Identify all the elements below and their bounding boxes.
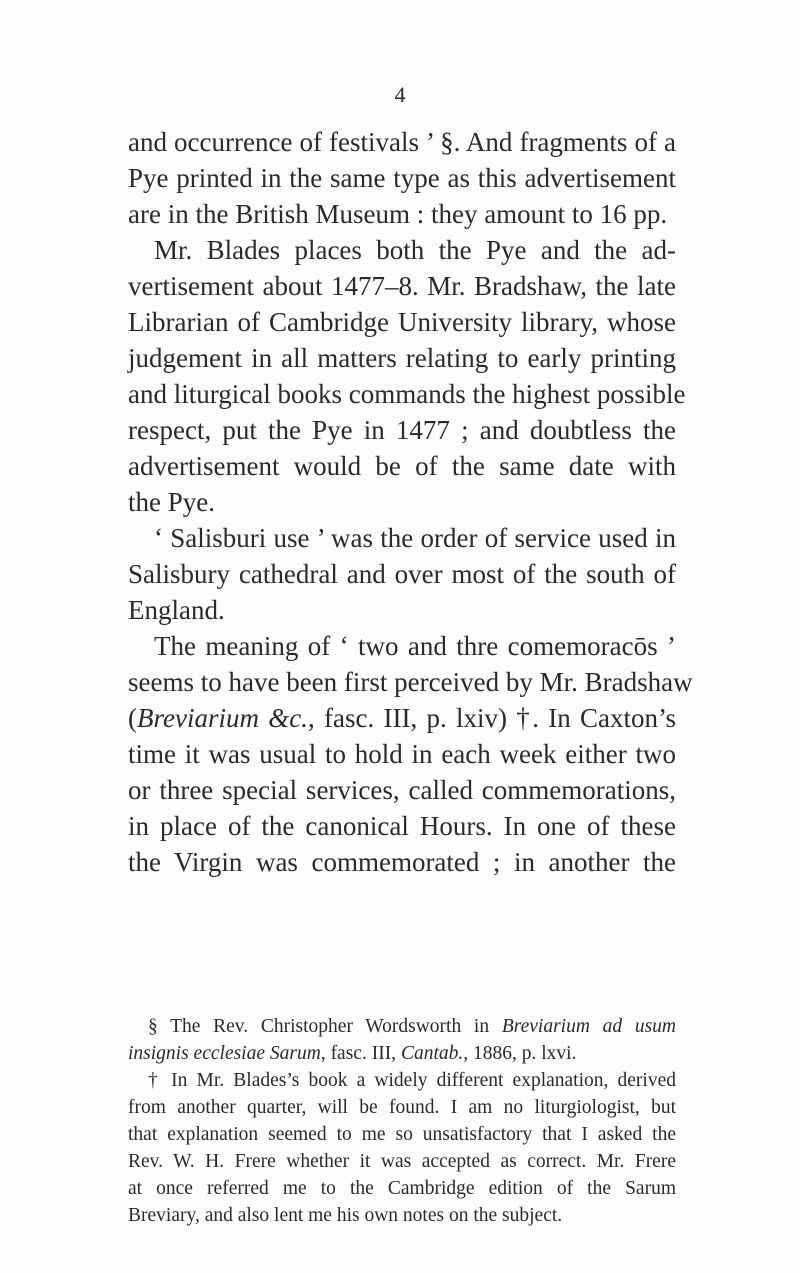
footnote-dagger-line: † In Mr. Blades’s book a widely different explanation, derived — [148, 1070, 676, 1091]
text-line: and liturgical books commands the highest possible — [128, 379, 686, 409]
footnote-dagger-line: Breviary, and also lent me his own notes on the subject. — [128, 1205, 563, 1226]
footnote-dagger-line: at once referred me to the Cambridge edition of the Sarum — [128, 1178, 676, 1199]
footnote-place: Cantab. — [400, 1043, 464, 1064]
breviarium-title: Breviarium — [137, 703, 259, 733]
paren-open: ( — [128, 703, 137, 733]
footnote-title: Breviarium ad usum — [501, 1016, 676, 1037]
footnote-title: insignis ecclesiae Sarum — [128, 1043, 321, 1064]
footnote-dagger-line: that explanation seemed to me so unsatisfactory that I asked the — [128, 1124, 676, 1145]
footnote-text: , 1886, p. lxvi. — [463, 1043, 577, 1064]
etc-abbrev: &c. — [268, 703, 308, 733]
text-line: seems to have been first perceived by Mr. Bradshaw — [128, 667, 693, 697]
text-line: and occurrence of festivals ’ §. And fragments of a — [128, 127, 676, 157]
text-line: judgement in all matters relating to early printing — [128, 343, 676, 373]
text-line: Librarian of Cambridge University library, whose — [128, 307, 676, 337]
text-line: The meaning of ‘ two and thre comemoracōs ’ — [154, 631, 676, 661]
footnote-section-line — [128, 1013, 676, 1040]
text-line: respect, put the Pye in 1477 ; and doubtless the — [128, 415, 676, 445]
text-line-breviarium — [128, 700, 676, 736]
text-line: England. — [128, 595, 225, 625]
footnote-text: § The Rev. Christopher Wordsworth in — [148, 1016, 502, 1037]
text-line: or three special services, called commemorations, — [128, 775, 676, 805]
space — [259, 703, 268, 733]
body-text — [128, 124, 693, 880]
text-line: are in the British Museum : they amount to 16 pp. — [128, 199, 668, 229]
text-line: the Virgin was commemorated ; in another the — [128, 847, 676, 877]
text-line: the Pye. — [128, 487, 215, 517]
text-line: vertisement about 1477–8. Mr. Bradshaw, the late — [128, 271, 676, 301]
text-line: advertisement would be of the same date with — [128, 451, 676, 481]
text-line: in place of the canonical Hours. In one of these — [128, 811, 676, 841]
footnote-text: , fasc. III, — [320, 1043, 401, 1064]
text-line: Mr. Blades places both the Pye and the ad- — [154, 235, 676, 265]
page-number: 4 — [394, 82, 406, 107]
text-line: Pye printed in the same type as this advertisement — [128, 163, 676, 193]
footnotes — [128, 1013, 676, 1229]
text-line: Salisbury cathedral and over most of the south of — [128, 559, 676, 589]
citation-text: , fasc. III, p. lxiv) †. In Caxton’s — [308, 703, 676, 733]
text-line: ‘ Salisburi use ’ was the order of service used in — [154, 523, 676, 553]
footnote-dagger-line: from another quarter, will be found. I am no liturgiologist, but — [128, 1097, 676, 1118]
footnote-dagger-line: Rev. W. H. Frere whether it was accepted as correct. Mr. Frere — [128, 1151, 676, 1172]
footnote-section-line — [128, 1040, 676, 1067]
text-line: time it was usual to hold in each week either two — [128, 739, 676, 769]
